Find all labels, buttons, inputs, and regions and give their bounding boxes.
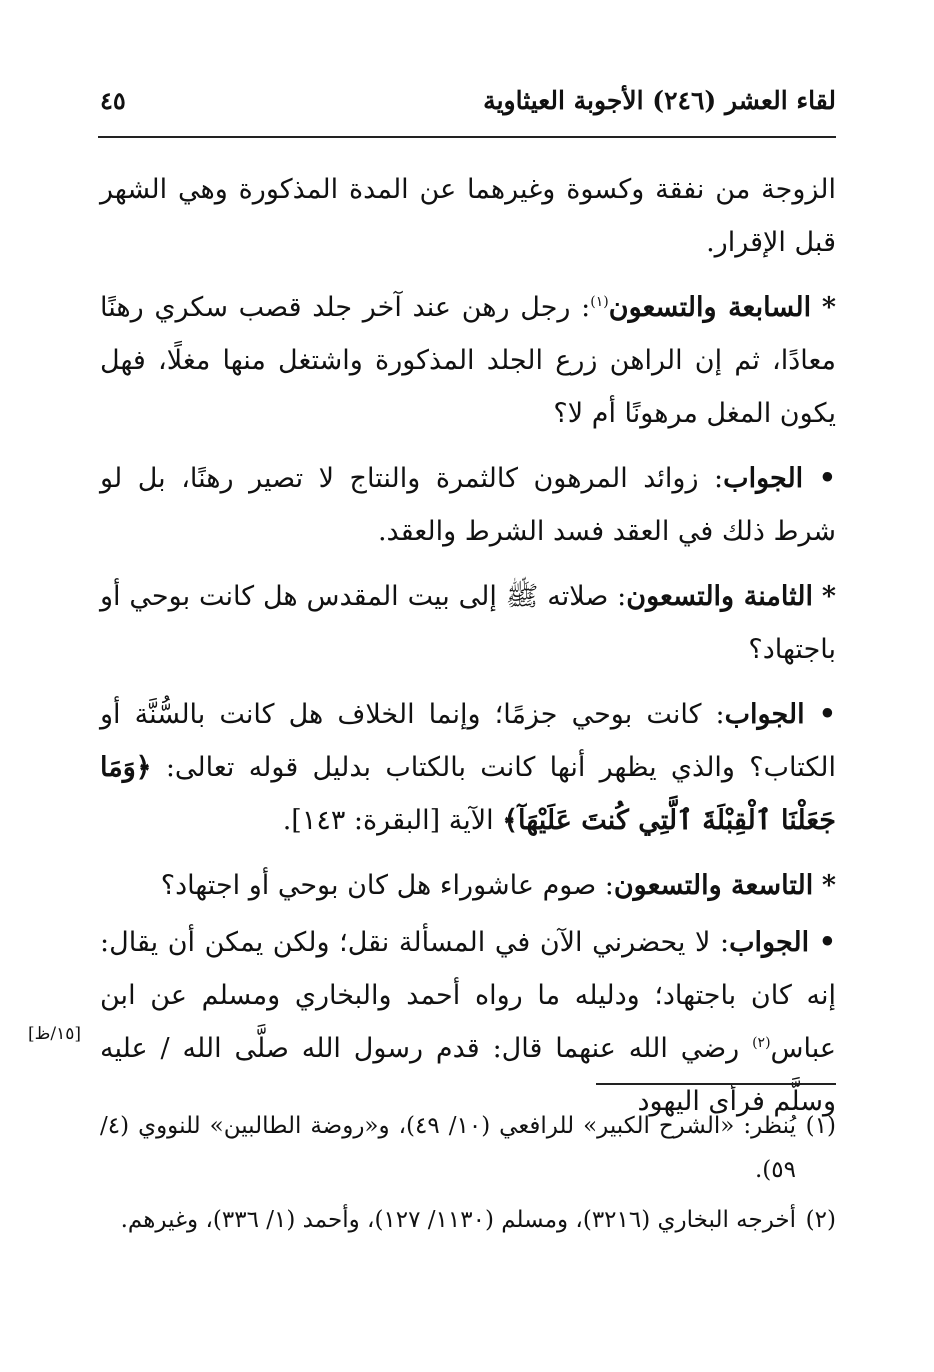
answer-heading: الجواب — [729, 927, 810, 958]
answer-heading: الجواب — [724, 699, 805, 730]
manuscript-folio-marker: [١٥/ظ] — [28, 1024, 81, 1044]
question-marker: * — [821, 292, 836, 323]
answer-heading: الجواب — [723, 463, 804, 494]
footnotes — [100, 1104, 836, 1248]
footnote-ref-2[interactable]: (٢) — [752, 1035, 771, 1051]
answer-bullet: • — [818, 463, 836, 494]
paragraph-continuation: الزوجة من نفقة وكسوة وغيرهما عن المدة المذكورة وهي الشهر قبل الإقرار. — [100, 174, 836, 258]
question-99 — [100, 859, 836, 912]
footnote-2 — [100, 1198, 836, 1242]
question-marker: * — [821, 581, 836, 612]
answer-text-tail: الآية [البقرة: ١٤٣]. — [282, 805, 503, 836]
question-text: : صلاته ﷺ إلى بيت المقدس هل كانت بوحي أو باجتهاد؟ — [100, 581, 836, 665]
answer-bullet: • — [818, 927, 836, 958]
answer-98 — [100, 688, 836, 847]
footnote-number: (٢) — [805, 1207, 836, 1233]
question-98 — [100, 570, 836, 676]
question-heading: التاسعة والتسعون — [613, 870, 814, 901]
footnote-ref-1[interactable]: (١) — [590, 294, 609, 310]
footnote-text: أخرجه البخاري (٣٢١٦)، ومسلم (١١٣٠/ ١٢٧)، وأحمد (١/ ٣٣٦)، وغيرهم. — [120, 1207, 796, 1233]
question-marker: * — [821, 870, 836, 901]
footnote-text: يُنظر: «الشرح الكبير» للرافعي (١٠/ ٤٩)، و«روضة الطالبين» للنووي (٤/ ٥٩). — [100, 1113, 796, 1183]
answer-text-continued: رضي الله عنهما قال: قدم رسول الله صلَّى الله / عليه وسلَّم فرأى اليهود — [100, 1033, 836, 1117]
answer-97 — [100, 452, 836, 558]
page-body — [100, 163, 836, 1140]
quran-verse: ﴿وَمَا جَعَلْنَا ٱلْقِبْلَةَ ٱلَّتِي كُنتَ عَلَيْهَآ﴾ — [100, 752, 836, 836]
answer-text: : كانت بوحي جزمًا؛ وإنما الخلاف هل كانت بالسُّنَّة أو الكتاب؟ والذي يظهر أنها كانت بالكتاب بدليل قوله تعالى: — [100, 699, 836, 783]
question-heading: الثامنة والتسعون — [626, 581, 813, 612]
footnote-1 — [100, 1104, 836, 1192]
page-header — [100, 86, 836, 120]
answer-bullet: • — [818, 699, 836, 730]
footnote-number: (١) — [805, 1113, 836, 1139]
question-97 — [100, 281, 836, 440]
running-title: لقاء العشر (٢٤٦) الأجوبة العيثاوية — [483, 86, 836, 115]
answer-text: : زوائد المرهون كالثمرة والنتاج لا تصير رهنًا، بل لو شرط ذلك في العقد فسد الشرط والعقد. — [100, 463, 836, 547]
question-text: : صوم عاشوراء هل كان بوحي أو اجتهاد؟ — [160, 870, 614, 901]
question-text: : رجل رهن عند آخر جلد قصب سكري رهنًا معادًا، ثم إن الراهن زرع الجلد المذكورة واشتغل منها مغلًا، فهل يكون المغل مرهونًا أم لا؟ — [100, 292, 836, 429]
answer-text: : لا يحضرني الآن في المسألة نقل؛ ولكن يمكن أن يقال: إنه كان باجتهاد؛ ودليله ما رواه أحمد والبخاري ومسلم عن ابن عباس — [100, 927, 836, 1064]
answer-99 — [100, 916, 836, 1128]
footnote-divider — [596, 1083, 836, 1085]
page-number: ٤٥ — [100, 86, 126, 115]
question-heading: السابعة والتسعون — [608, 292, 812, 323]
header-divider — [98, 136, 836, 138]
